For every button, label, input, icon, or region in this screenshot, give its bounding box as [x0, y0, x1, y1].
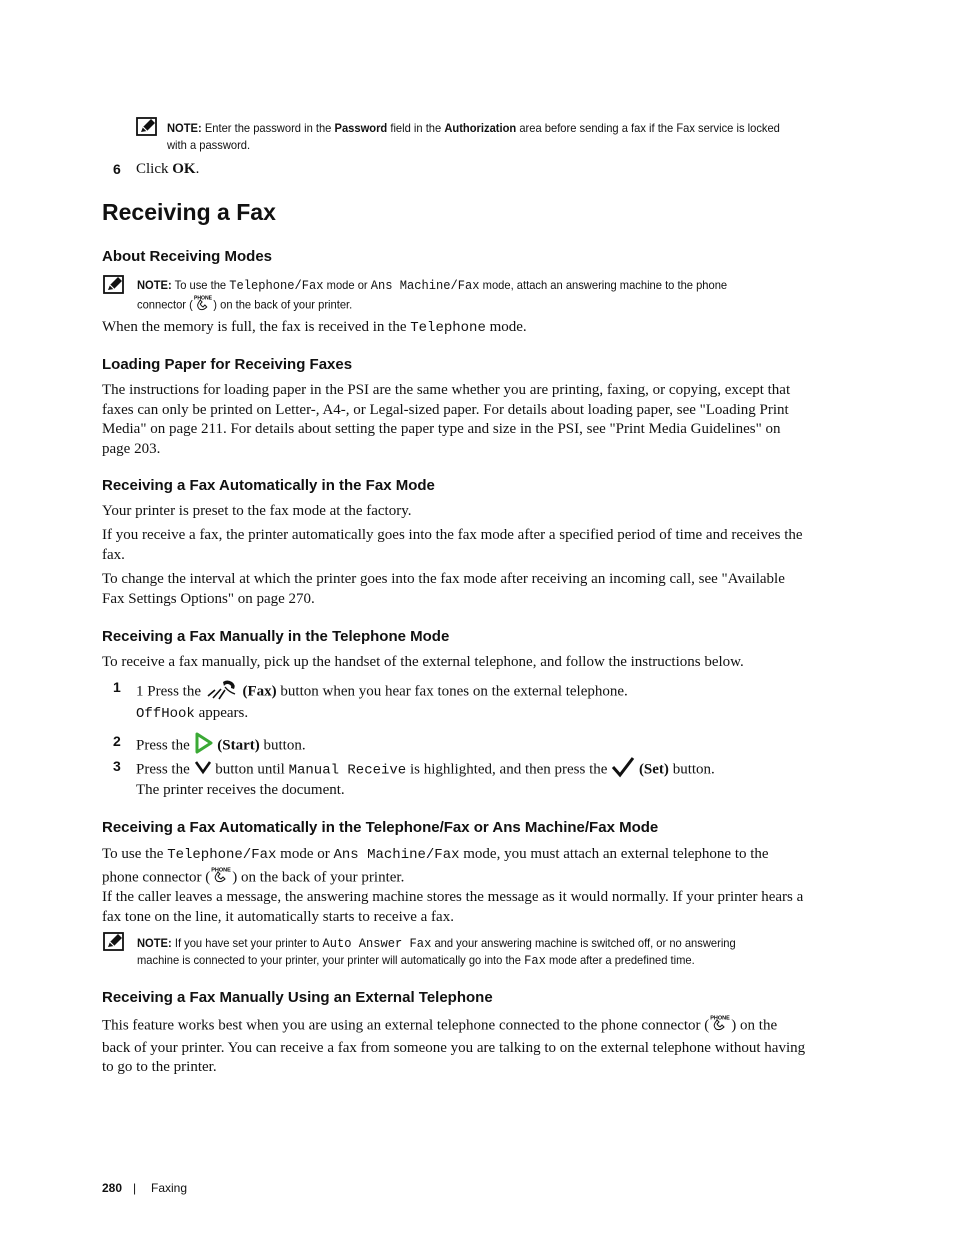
heading-manual-telephone-mode: Receiving a Fax Manually in the Telephone Mode: [102, 628, 450, 645]
para-preset: Your printer is preset to the fax mode at the factory.: [102, 503, 412, 519]
para-external-feature: This feature works best when you are using an external telephone connected to the phone connector ( PHONE ) on the back of your printer. You can receive a fax from someone you are talking to on the external telephone without having to go to the printer.: [102, 1015, 806, 1075]
step-1-text: 1 Press the (Fax) button when you hear fax tones on the external telephone.: [136, 678, 628, 707]
phone-connector-icon: [193, 294, 213, 317]
step-3-number: 3: [113, 758, 121, 774]
step-3-result: The printer receives the document.: [136, 782, 345, 798]
step-6-text: Click OK.: [136, 161, 200, 177]
step-6-number: 6: [113, 161, 121, 177]
note-pencil-icon: [136, 117, 158, 137]
para-memory-full: When the memory is full, the fax is received in the Telephone mode.: [102, 319, 527, 336]
note-pencil-icon: [103, 275, 125, 295]
step-2-text: Press the (Start) button.: [136, 732, 306, 761]
step-1-result: OffHook appears.: [136, 705, 249, 722]
footer-section-name: Faxing: [151, 1181, 188, 1195]
fax-button-icon: [205, 678, 239, 707]
heading-auto-telephone-fax-mode: Receiving a Fax Automatically in the Telephone/Fax or Ans Machine/Fax Mode: [102, 819, 659, 836]
footer-separator: |: [133, 1181, 137, 1195]
phone-connector-icon: [210, 866, 232, 891]
svg-text:PHONE: PHONE: [193, 295, 213, 302]
step-3-text: Press the button until Manual Receive is highlighted, and then press the (Set) button.: [136, 756, 715, 785]
set-checkmark-icon: [611, 756, 635, 785]
page-title: Receiving a Fax: [102, 199, 276, 225]
down-arrow-button-icon: [194, 759, 212, 782]
para-external-telephone: To use the Telephone/Fax mode or Ans Machine/Fax mode, you must attach an external telephone to the phone connector ( PHONE ) on the back of your printer.: [102, 845, 769, 890]
note-auto-answer: NOTE: If you have set your printer to Auto Answer Fax and your answering machine is switched off, or no answering machine is connected to your printer, your printer will automatically go into the Fax mode after a predefined time.: [137, 936, 736, 968]
note-pencil-icon: [103, 932, 125, 952]
step-1-number: 1: [113, 679, 121, 695]
note-password: NOTE: Enter the password in the Password field in the Authorization area before sending a fax if the Fax service is locked with a password.: [167, 121, 780, 152]
phone-connector-icon: [709, 1014, 731, 1039]
para-receive-auto: If you receive a fax, the printer automatically goes into the fax mode after a specified period of time and receives the fax.: [102, 527, 803, 563]
footer-page-number: 280: [102, 1181, 123, 1195]
heading-external-telephone: Receiving a Fax Manually Using an External Telephone: [102, 989, 493, 1006]
para-manual-intro: To receive a fax manually, pick up the handset of the external telephone, and follow the instructions below.: [102, 654, 744, 670]
note-answering-machine: NOTE: To use the Telephone/Fax mode or Ans Machine/Fax mode, attach an answering machine to the phone connector ( PHONE ) on the back of your printer.: [137, 277, 727, 317]
svg-text:PHONE: PHONE: [211, 867, 232, 873]
heading-loading-paper: Loading Paper for Receiving Faxes: [102, 356, 353, 373]
svg-text:PHONE: PHONE: [710, 1015, 731, 1022]
heading-auto-fax-mode: Receiving a Fax Automatically in the Fax Mode: [102, 477, 435, 494]
heading-about-receiving-modes: About Receiving Modes: [102, 248, 273, 265]
para-caller-message: If the caller leaves a message, the answering machine stores the message as it would normally. If your printer hears a fax tone on the line, it automatically starts to receive a fax.: [102, 889, 804, 925]
para-change-interval: To change the interval at which the printer goes into the fax mode after receiving an incoming call, see "Available Fax Settings Options" on page 270.: [102, 571, 785, 607]
para-loading-paper: The instructions for loading paper in the PSI are the same whether you are printing, faxing, or copying, except that faxes can only be printed on Letter-, A4-, or Legal-sized paper. For details about loading paper, see "Loading Print Media" on page 211. For details about setting the paper type and size in the PSI, see "Print Media Guidelines" on page 203.: [102, 382, 791, 457]
step-2-number: 2: [113, 733, 121, 749]
